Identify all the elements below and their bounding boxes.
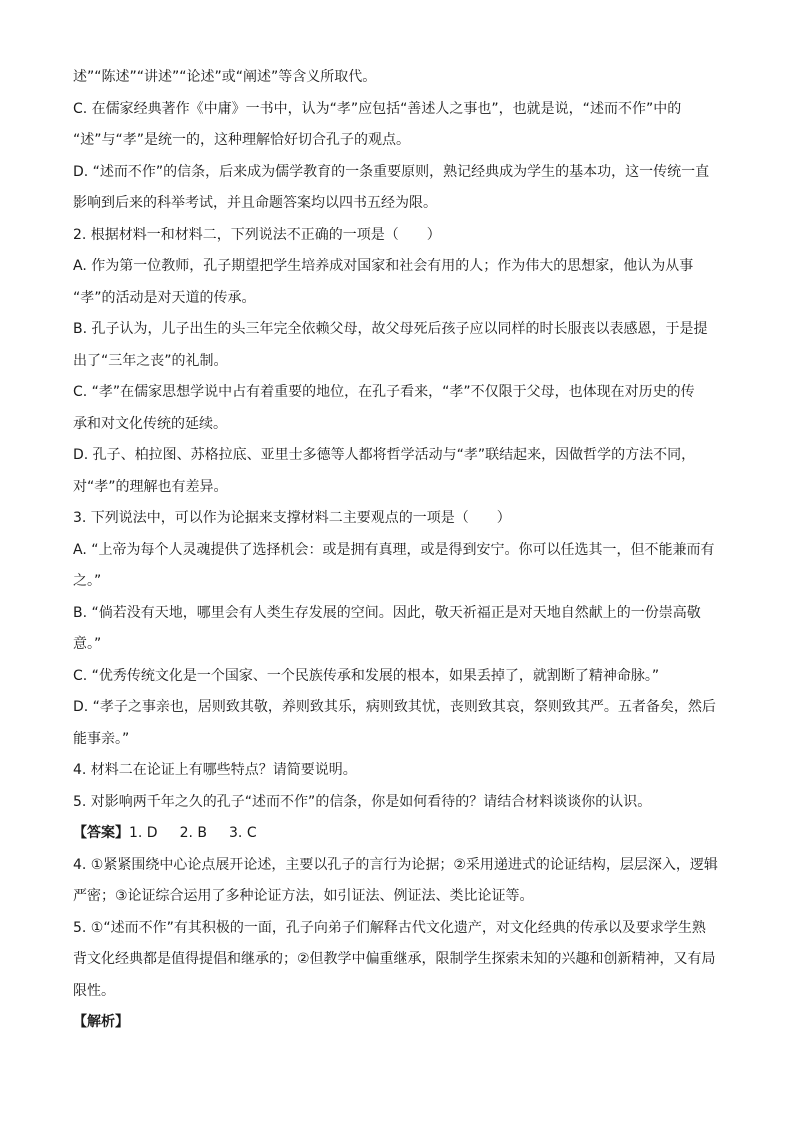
text-line: 限性。 <box>73 982 115 999</box>
text-line: 承和对文化传统的延续。 <box>73 415 227 432</box>
answer-4-line: 4. ①紧紧围绕中心论点展开论述，主要以孔子的言行为论据；②采用递进式的论证结构，层层深入，逻辑 <box>73 856 718 873</box>
option-c-line: C. “孝”在儒家思想学说中占有着重要的地位，在孔子看来，“孝”不仅限于父母，也体现在对历史的传 <box>73 384 695 400</box>
question-2: 2. 根据材料一和材料二，下列说法不正确的一项是（ ） <box>73 226 441 243</box>
option-a-line: A. 作为第一位教师，孔子期望把学生培养成对国家和社会有用的人；作为伟大的思想家，他认为从事 <box>73 258 694 274</box>
analysis-label: 【解析】 <box>73 1014 129 1030</box>
text-line: “孝”的活动是对天道的传承。 <box>73 289 256 306</box>
question-3: 3. 下列说法中，可以作为论据来支撑材料二主要观点的一项是（ ） <box>73 510 511 526</box>
question-4: 4. 材料二在论证上有哪些特点？请简要说明。 <box>73 762 357 778</box>
text-line: 述”“陈述”“讲述”“论述”或“阐述”等含义所取代。 <box>73 69 377 85</box>
option-a-line: A. “上帝为每个人灵魂提供了选择机会：或是拥有真理，或是得到安宁。你可以任选其一，但不能兼而有 <box>73 541 715 558</box>
text-line: 意。” <box>73 636 102 652</box>
option-b-line: B. 孔子认为，儿子出生的头三年完全依赖父母，故父母死后孩子应以同样的时长服丧以表感恩，于是提 <box>73 321 708 337</box>
option-d-line: D. “述而不作”的信条，后来成为儒学教育的一条重要原则，熟记经典成为学生的基本功，这一传统一直 <box>73 163 710 180</box>
text-line: 能事亲。” <box>73 730 130 747</box>
answer-label: 【答案】 <box>73 825 129 841</box>
text-line: 背文化经典都是值得提倡和继承的；②但教学中偏重继承，限制学生探索未知的兴趣和创新精神，又有局 <box>73 951 716 967</box>
text-line: 影响到后来的科举考试，并且命题答案均以四书五经为限。 <box>73 195 437 211</box>
option-b-line: B. “倘若没有天地，哪里会有人类生存发展的空间。因此，敬天祈福正是对天地自然献上的一份崇高敬 <box>73 604 701 621</box>
answer-line <box>73 818 726 850</box>
option-d-line: D. “孝子之事亲也，居则致其敬，养则致其乐，病则致其忧，丧则致其哀，祭则致其严。五者备矣，然后 <box>73 699 716 715</box>
text-line: 严密；③论证综合运用了多种论证方法，如引证法、例证法、类比论证等。 <box>73 888 534 904</box>
answer-2: 2. B <box>179 825 208 841</box>
question-5: 5. 对影响两千年之久的孔子“述而不作”的信条，你是如何看待的？请结合材料谈谈你的认识。 <box>73 793 652 810</box>
text-line: 之。” <box>73 573 102 589</box>
answer-1: 1. D <box>129 825 158 841</box>
text-line: “述”与“孝”是统一的，这种理解恰好切合孔子的观点。 <box>73 132 411 148</box>
option-c-line: C. “优秀传统文化是一个国家、一个民族传承和发展的根本，如果丢掉了，就割断了精神命脉。” <box>73 667 660 684</box>
text-line: 出了“三年之丧”的礼制。 <box>73 352 228 369</box>
answer-3: 3. C <box>229 825 257 841</box>
answer-5-line: 5. ①“述而不作”有其积极的一面，孔子向弟子们解释古代文化遗产，对文化经典的传承以及要求学生熟 <box>73 919 706 936</box>
option-c-line: C. 在儒家经典著作《中庸》一书中，认为“孝”应包括“善述人之事也”，也就是说，“述而不作”中的 <box>73 100 682 117</box>
option-d-line: D. 孔子、柏拉图、苏格拉底、亚里士多德等人都将哲学活动与“孝”联结起来，因做哲学的方法不同， <box>73 447 696 463</box>
text-line: 对“孝”的理解也有差异。 <box>73 478 228 495</box>
